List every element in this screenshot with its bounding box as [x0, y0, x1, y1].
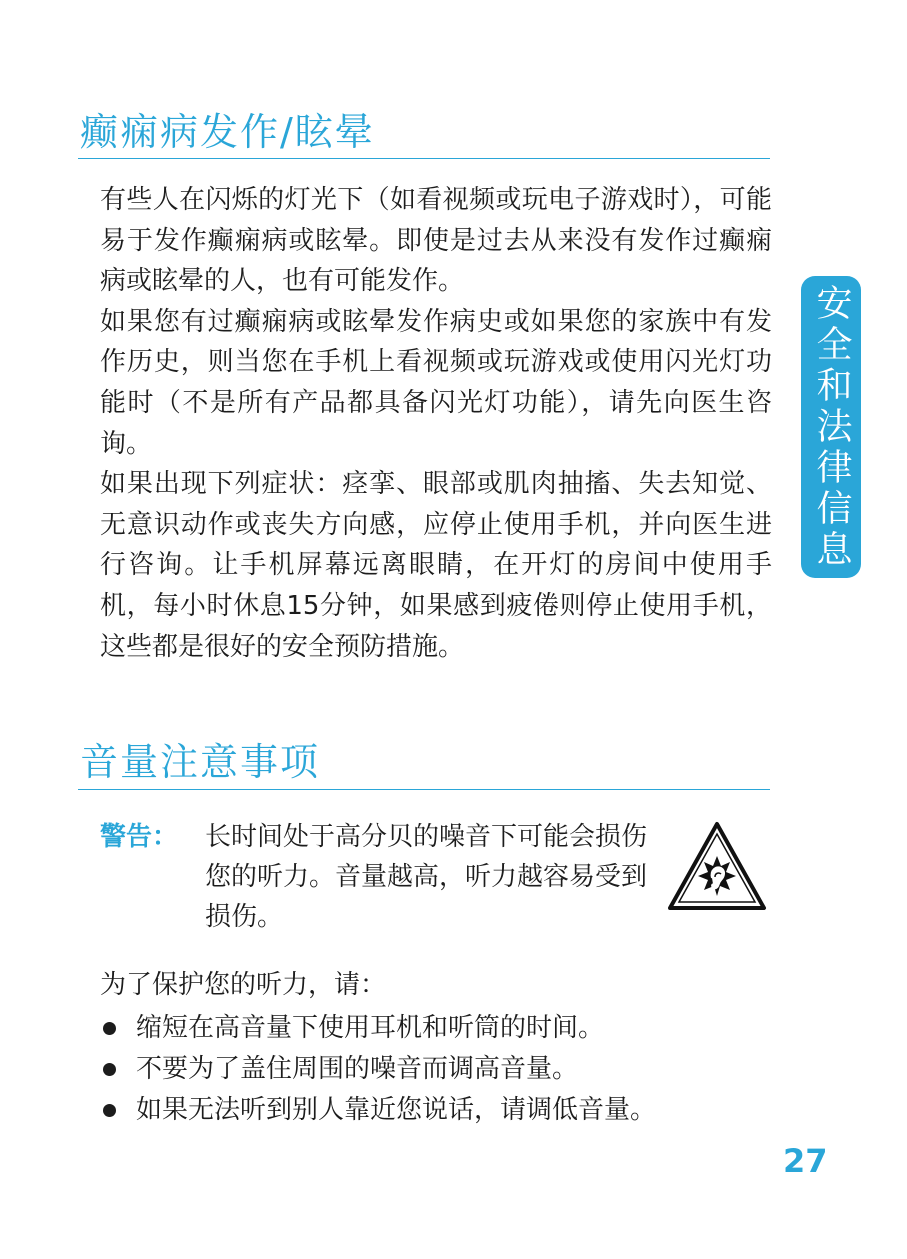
epilepsy-title-divider: [78, 158, 770, 159]
list-item-text: 如果无法听到别人靠近您说话，请调低音量。: [136, 1095, 657, 1125]
epilepsy-paragraph-2: 如果您有过癫痫病或眩晕发作病史或如果您的家族中有发作历史，则当您在手机上看视频或玩游戏或使用闪光灯功能时（不是所有产品都具备闪光灯功能），请先向医生咨询。: [100, 306, 772, 459]
bullet-icon: [103, 1022, 116, 1035]
epilepsy-paragraph-1: 有些人在闪烁的灯光下（如看视频或玩电子游戏时），可能易于发作癫痫病或眩晕。即使是过去从来没有发作过癫痫病或眩晕的人，也有可能发作。: [100, 185, 772, 297]
list-item-text: 不要为了盖住周围的噪音而调高音量。: [136, 1054, 579, 1084]
bullet-icon: [103, 1104, 116, 1117]
hearing-damage-warning-icon: [666, 820, 768, 912]
list-item: [100, 1008, 780, 1049]
bullet-icon: [103, 1063, 116, 1076]
epilepsy-paragraph-3: 如果出现下列症状：痉挛、眼部或肌肉抽搐、失去知觉、无意识动作或丧失方向感，应停止使用手机，并向医生进行咨询。让手机屏幕远离眼睛，在开灯的房间中使用手机，每小时休息15分钟，如果感到疲倦则停止使用手机，这些都是很好的安全预防措施。: [100, 469, 772, 662]
warning-label: 警告：: [100, 822, 179, 852]
chapter-side-tab: [801, 276, 861, 578]
volume-section-title: 音量注意事项: [80, 740, 321, 784]
list-item: [100, 1090, 780, 1131]
warning-text: 长时间处于高分贝的噪音下可能会损伤您的听力。音量越高，听力越容易受到损伤。: [205, 822, 648, 932]
list-item: [100, 1049, 780, 1090]
list-item-text: 缩短在高音量下使用耳机和听筒的时间。: [136, 1013, 605, 1043]
volume-title-divider: [78, 789, 770, 790]
protection-intro: 为了保护您的听力，请：: [100, 970, 387, 1000]
epilepsy-body: [100, 180, 772, 667]
page-number: 27: [783, 1142, 828, 1180]
hearing-protection-list: [100, 1008, 780, 1131]
epilepsy-section-title: 癫痫病发作/眩晕: [80, 110, 375, 154]
chapter-side-tab-label: 安全和法律信息: [811, 283, 852, 571]
